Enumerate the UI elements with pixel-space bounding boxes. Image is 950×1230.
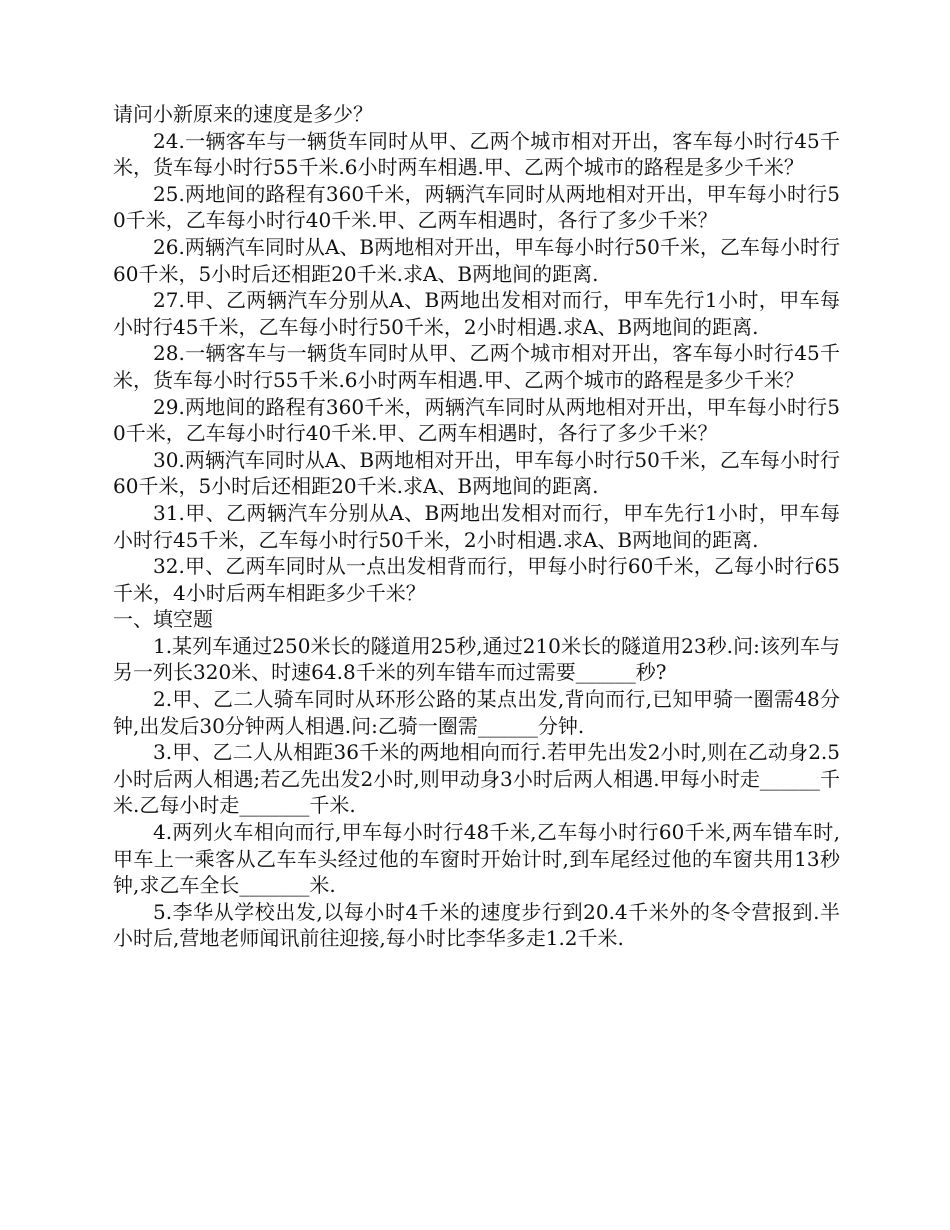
problem-32: 32.甲、乙两车同时从一点出发相背而行，甲每小时行60千米，乙每小时行65千米，4小时后两车相距多少千米？ [113, 554, 840, 605]
fill-problem-5: 5.李华从学校出发,以每小时4千米的速度步行到20.4千米外的冬令营报到.半小时后,营地老师闻讯前往迎接,每小时比李华多走1.2千米. [113, 899, 840, 951]
fill-problem-1: 1.某列车通过250米长的隧道用25秒,通过210米长的隧道用23秒.问:该列车与另一列长320米、时速64.8千米的列车错车而过需要______秒? [113, 633, 840, 685]
paragraph-intro: 请问小新原来的速度是多少？ [113, 102, 373, 126]
document-page [113, 101, 840, 952]
fill-problem-3: 3.甲、乙二人从相距36千米的两地相向而行.若甲先出发2小时,则在乙动身2.5小时后两人相遇;若乙先出发2小时,则甲动身3小时后两人相遇.甲每小时走______千米.乙每小时走_______千米. [113, 740, 840, 818]
fill-problem-2: 2.甲、乙二人骑车同时从环形公路的某点出发,背向而行,已知甲骑一圈需48分钟,出发后30分钟两人相遇.问:乙骑一圈需______分钟. [113, 687, 840, 738]
section-title: 一、填空题 [113, 607, 213, 632]
problem-26: 26.两辆汽车同时从A、B两地相对开出，甲车每小时行50千米，乙车每小时行60千米，5小时后还相距20千米.求A、B两地间的距离. [113, 234, 840, 286]
problem-31: 31.甲、乙两辆汽车分别从A、B两地出发相对而行，甲车先行1小时，甲车每小时行45千米，乙车每小时行50千米，2小时相遇.求A、B两地间的距离. [113, 500, 840, 552]
problem-28: 28.一辆客车与一辆货车同时从甲、乙两个城市相对开出，客车每小时行45千米，货车每小时行55千米.6小时两车相遇.甲、乙两个城市的路程是多少千米？ [113, 341, 840, 392]
fill-problem-4: 4.两列火车相向而行,甲车每小时行48千米,乙车每小时行60千米,两车错车时,甲车上一乘客从乙车车头经过他的车窗时开始计时,到车尾经过他的车窗共用13秒钟,求乙车全长_______米. [113, 820, 840, 898]
problem-24: 24.一辆客车与一辆货车同时从甲、乙两个城市相对开出，客车每小时行45千米，货车每小时行55千米.6小时两车相遇.甲、乙两个城市的路程是多少千米？ [113, 128, 840, 180]
problem-25: 25.两地间的路程有360千米，两辆汽车同时从两地相对开出，甲车每小时行50千米，乙车每小时行40千米.甲、乙两车相遇时，各行了多少千米？ [113, 181, 840, 233]
problem-30: 30.两辆汽车同时从A、B两地相对开出，甲车每小时行50千米，乙车每小时行60千米，5小时后还相距20千米.求A、B两地间的距离. [113, 447, 840, 499]
problem-27: 27.甲、乙两辆汽车分别从A、B两地出发相对而行，甲车先行1小时，甲车每小时行45千米，乙车每小时行50千米，2小时相遇.求A、B两地间的距离. [113, 288, 840, 339]
problem-29: 29.两地间的路程有360千米，两辆汽车同时从两地相对开出，甲车每小时行50千米，乙车每小时行40千米.甲、乙两车相遇时，各行了多少千米？ [113, 394, 840, 446]
